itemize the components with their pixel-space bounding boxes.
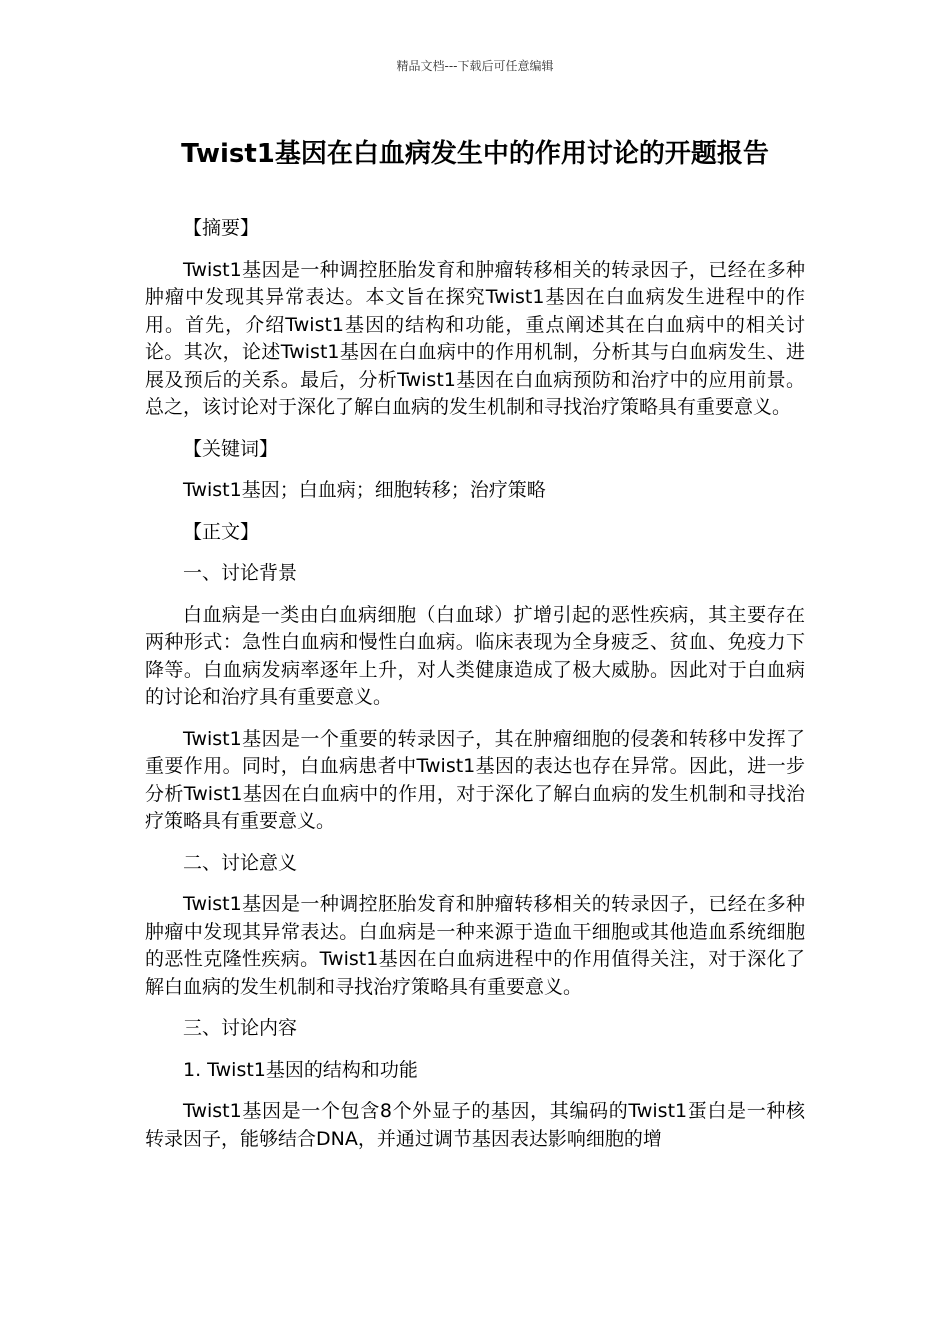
abstract-heading: 【摘要】	[183, 217, 260, 239]
document-title: Twist1基因在白血病发生中的作用讨论的开题报告	[181, 139, 769, 169]
section-2-paragraph-1: Twist1基因是一种调控胚胎发育和肿瘤转移相关的转录因子，已经在多种肿瘤中发现其异常表达。白血病是一种来源于造血干细胞或其他造血系统细胞的恶性克隆性疾病。Twist1基因在白血病进程中的作用值得关注，对于深化了解白血病的发生机制和寻找治疗策略具有重要意义。	[145, 893, 805, 998]
header-note: 精品文档---下载后可任意编辑	[396, 59, 554, 73]
section-3-subheading-1: 1. Twist1基因的结构和功能	[183, 1058, 418, 1081]
section-2-heading: 二、讨论意义	[183, 851, 298, 874]
section-1-paragraph-2: Twist1基因是一个重要的转录因子，其在肿瘤细胞的侵袭和转移中发挥了重要作用。同时，白血病患者中Twist1基因的表达也存在异常。因此，进一步分析Twist1基因在白血病中的作用，对于深化了解白血病的发生机制和寻找治疗策略具有重要意义。	[145, 727, 805, 832]
keywords-heading: 【关键词】	[183, 437, 279, 460]
abstract-paragraph: Twist1基因是一种调控胚胎发育和肿瘤转移相关的转录因子，已经在多种肿瘤中发现其异常表达。本文旨在探究Twist1基因在白血病发生进程中的作用。首先，介绍Twist1基因的结构和功能，重点阐述其在白血病中的相关讨论。其次，论述Twist1基因在白血病中的作用机制，分析其与白血病发生、进展及预后的关系。最后，分析Twist1基因在白血病预防和治疗中的应用前景。总之，该讨论对于深化了解白血病的发生机制和寻找治疗策略具有重要意义。	[145, 258, 805, 418]
section-3-paragraph-1: Twist1基因是一个包含8个外显子的基因，其编码的Twist1蛋白是一种核转录因子，能够结合DNA，并通过调节基因表达影响细胞的增	[145, 1100, 805, 1150]
section-1-heading: 一、讨论背景	[183, 562, 298, 584]
section-3-heading: 三、讨论内容	[183, 1017, 298, 1039]
document-body	[145, 215, 805, 1167]
keywords-paragraph: Twist1基因；白血病；细胞转移；治疗策略	[183, 479, 546, 501]
body-heading: 【正文】	[183, 520, 260, 543]
section-1-paragraph-1: 白血病是一类由白血病细胞（白血球）扩增引起的恶性疾病，其主要存在两种形式：急性白血病和慢性白血病。临床表现为全身疲乏、贫血、免疫力下降等。白血病发病率逐年上升，对人类健康造成了极大威胁。因此对于白血病的讨论和治疗具有重要意义。	[145, 603, 805, 708]
